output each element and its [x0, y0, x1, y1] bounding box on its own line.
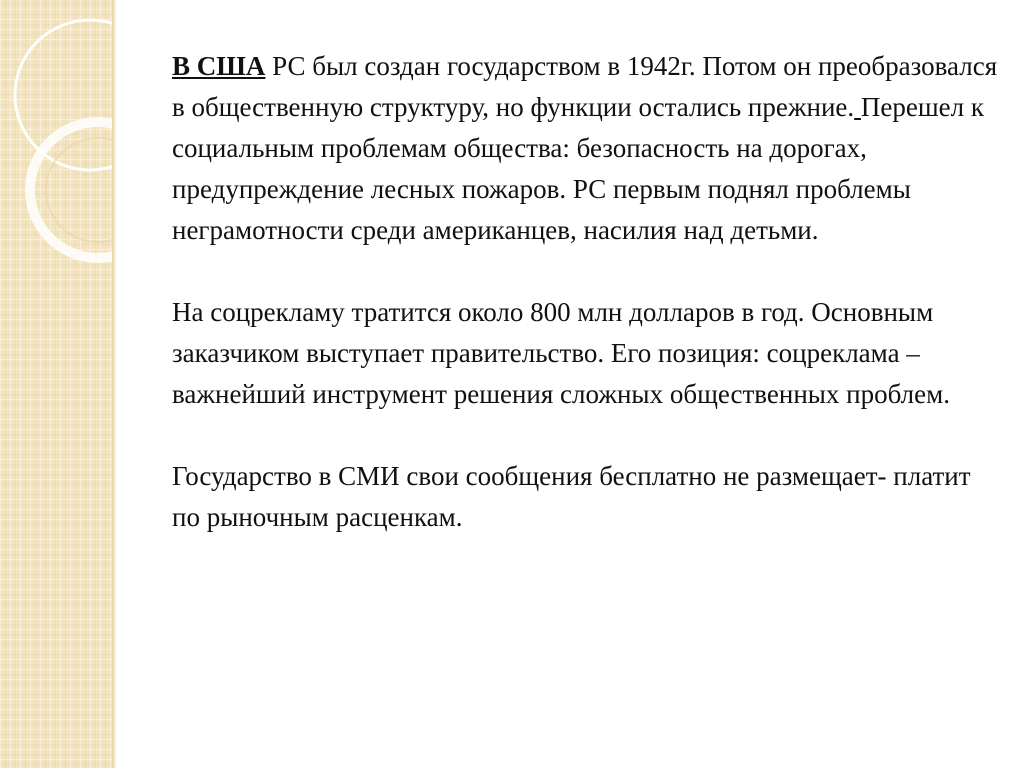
side-panel-edge	[112, 0, 116, 768]
paragraph-spending: На соцрекламу тратится около 800 млн долларов в год. Основным заказчиком выступает правительство. Его позиция: соцреклама – важнейший инструмент решения сложных общественных проблем.	[172, 297, 950, 409]
slide-body	[172, 46, 1002, 579]
decorative-side-panel	[0, 0, 112, 768]
decorative-rings-icon	[0, 0, 112, 320]
paragraph-state-media: Государство в СМИ свои сообщения бесплатно не размещает- платит по рыночным расценкам.	[172, 461, 971, 532]
underlined-space	[854, 92, 861, 122]
paragraph-usa	[172, 46, 1002, 251]
paragraph-usa-text-2: Перешел к социальным проблемам общества: безопасность на дорогах, предупреждение лесных пожаров. РС первым поднял проблемы неграмотности среди американцев, насилия над детьми.	[172, 92, 984, 245]
paragraph-usa-text-1: РС был создан государством в 1942г. Потом он преобразовался в общественную структуру, но функции остались прежние.	[172, 51, 998, 122]
lead-in-usa: В США	[172, 51, 266, 81]
